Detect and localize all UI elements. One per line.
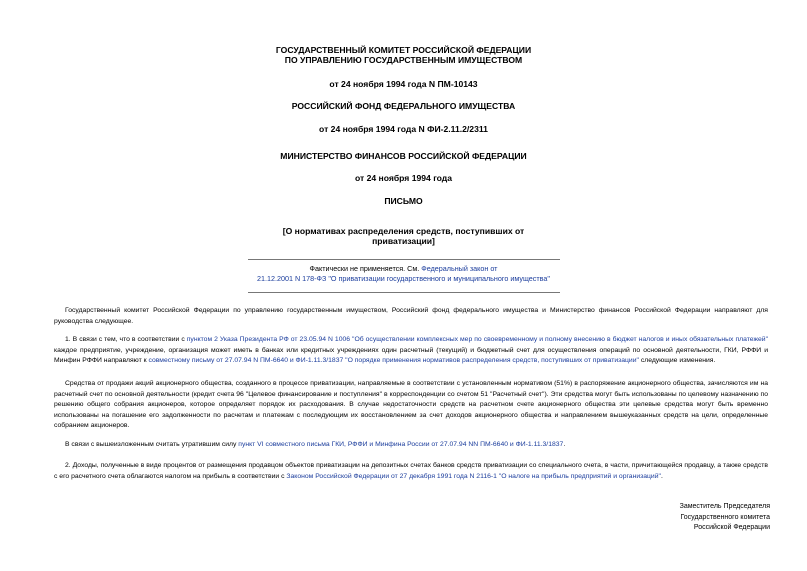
- federal-law-link[interactable]: Федеральный закон от: [421, 264, 498, 273]
- signature-line1: Заместитель Председателя: [679, 503, 770, 510]
- bottom-divider: [248, 292, 560, 293]
- paragraph-1-text-b: каждое предприятие, учреждение, организация может иметь в банках или кредитных учреждениях один расчетный (текущий) и бюджетный счет для осуществления операций по основной деятельности, ГКИ, РФФИ и Минфин РФФИ направляют к: [54, 346, 768, 364]
- fund-date: от 24 ноября 1994 года N ФИ-2.11.2/2311: [319, 124, 488, 134]
- decree-1006-link[interactable]: пунктом 2 Указа Президента РФ от 23.05.94 N 1006 "Об осуществлении комплексных мер по своевременному и полному внесению в бюджет налогов и иных обязательных платежей": [186, 336, 768, 343]
- paragraph-repeal-text-a: В связи с вышеизложенным считать утратившим силу: [65, 441, 239, 448]
- status-note-line2: [0, 274, 807, 284]
- section-vi-link[interactable]: пункт VI совместного письма ГКИ, РФФИ и Минфина России от 27.07.94 NN ПМ-6640 и ФИ-1.11.3/1837: [238, 441, 564, 448]
- agency-title-line2: ПО УПРАВЛЕНИЮ ГОСУДАРСТВЕННЫМ ИМУЩЕСТВОМ: [284, 55, 523, 65]
- joint-letter-link[interactable]: совместному письму от 27.07.94 N ПМ-6640 и ФИ-1.11.3/1837 "О порядке применения нормативов распределения средств, поступивших от приватизации": [148, 357, 639, 364]
- status-note: [0, 264, 807, 274]
- status-note-text: Фактически не применяется. См.: [309, 264, 422, 273]
- agency-title-line1: ГОСУДАРСТВЕННЫЙ КОМИТЕТ РОССИЙСКОЙ ФЕДЕРАЦИИ: [275, 45, 532, 55]
- ministry-date: от 24 ноября 1994 года: [354, 173, 453, 183]
- agency-date: от 24 ноября 1994 года N ПМ-10143: [329, 79, 478, 89]
- paragraph-shares: Средства от продажи акций акционерного общества, созданного в процессе приватизации, направляемые в соответствии с установленным нормативом (51%) в распоряжение акционерного общества, зачисляются им на расчетный счет по основной деятельности (кредит счета 96 "Целевое финансирование и поступления" в корреспонденции со счетом 51 "Расчетный счет"). Эти средства могут быть использованы по целевому назначению по решению общего собрания акционеров, которое определяет порядок их расходования. В случае недостаточности средств на расчетном счете акционерного общества эти целевые средства могут быть временно использованы на погашение его задолженности по расчетам и платежам с последующим их восстановлением за счет доходов акционерного общества и направлением вышеуказанных средств на цели, определенные собранием акционеров.: [54, 380, 768, 429]
- subject-line2: приватизации]: [372, 236, 435, 246]
- top-divider: [248, 259, 560, 260]
- federal-law-link-continued[interactable]: 21.12.2001 N 178-ФЗ "О приватизации государственного и муниципального имущества": [257, 274, 550, 283]
- paragraph-2: [54, 461, 768, 482]
- signature-block: [550, 502, 770, 534]
- paragraph-1-text-a: 1. В связи с тем, что в соответствии с: [65, 336, 187, 343]
- paragraph-1-text-c: следующие изменения.: [638, 357, 716, 364]
- subject-line1: [О нормативах распределения средств, поступивших от: [282, 226, 525, 236]
- fund-title: РОССИЙСКИЙ ФОНД ФЕДЕРАЛЬНОГО ИМУЩЕСТВА: [291, 101, 516, 111]
- paragraph-2-text-b: .: [660, 472, 663, 480]
- signature-line2: Государственного комитета: [680, 513, 770, 521]
- profit-tax-law-link[interactable]: Законом Российской Федерации от 27 декабря 1991 года N 2116-1 "О налоге на прибыль предприятий и организаций": [286, 472, 661, 480]
- paragraph-1: [54, 335, 768, 367]
- paragraph-intro: Государственный комитет Российской Федерации по управлению государственным имуществом, Российский фонд федерального имущества и Министерство финансов Российской Федерации направляют для руководства следующее.: [54, 307, 768, 325]
- signature-line3: Российской Федерации: [693, 524, 770, 531]
- document-type: ПИСЬМО: [384, 196, 423, 206]
- paragraph-repeal-text-b: .: [563, 441, 566, 448]
- paragraph-repeal: [54, 440, 768, 451]
- paragraph-2-text-a: 2. Доходы, полученные в виде процентов от размещения продавцом объектов приватизации на депозитных счетах банков средств приватизации со специального счета, в части, причитающейся продавцу, а также средств с его расчетного счета облагаются налогом на прибыль в соответствии с: [54, 462, 768, 480]
- ministry-title: МИНИСТЕРСТВО ФИНАНСОВ РОССИЙСКОЙ ФЕДЕРАЦИИ: [280, 151, 527, 161]
